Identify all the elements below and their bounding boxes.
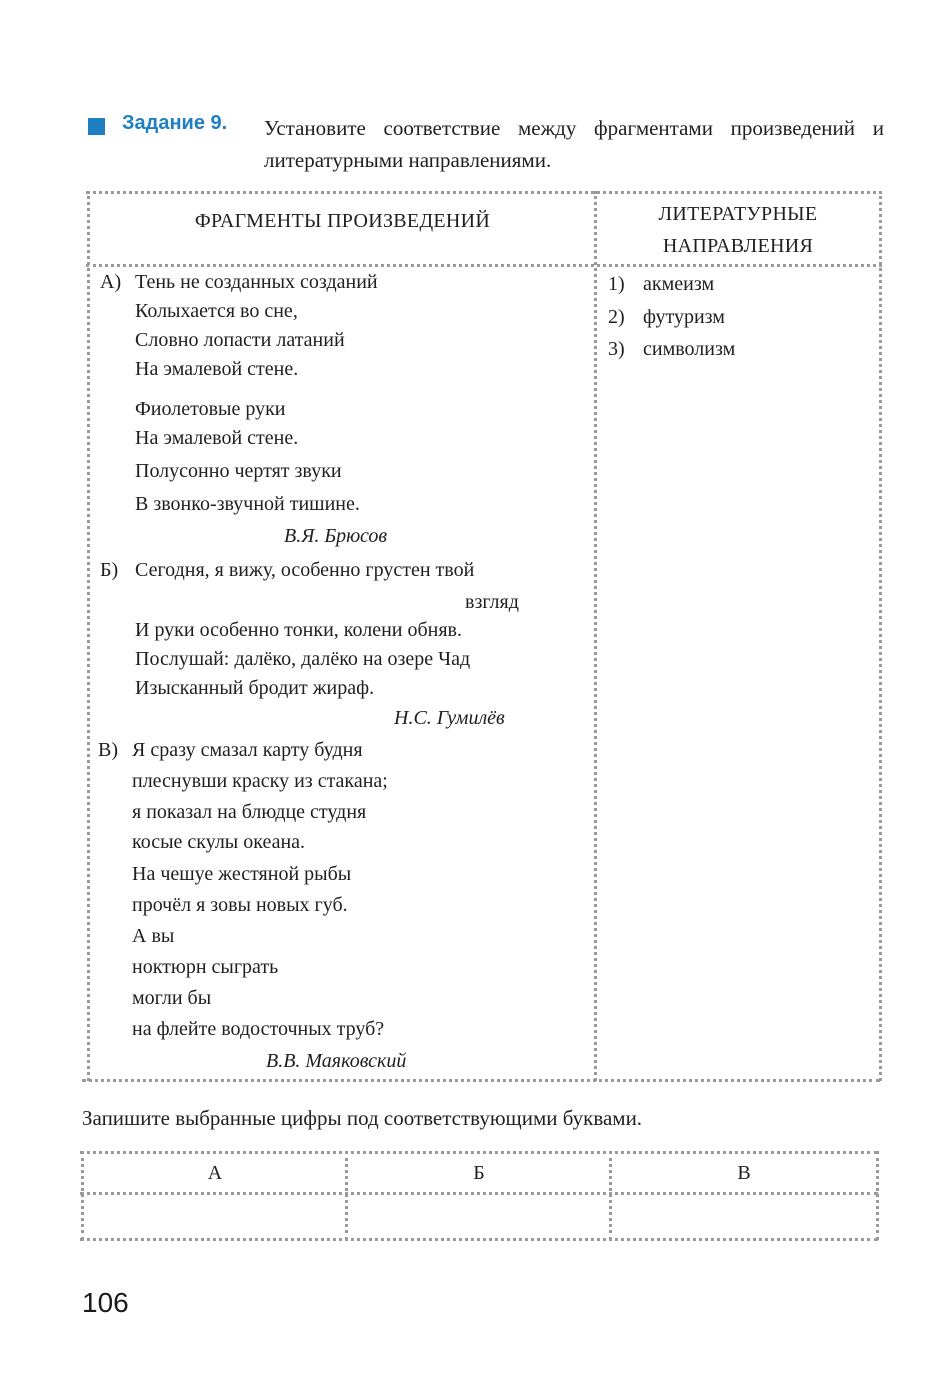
answer-cell-b[interactable] — [349, 1196, 607, 1236]
direction-number: 1) — [608, 273, 625, 295]
page-number: 106 — [82, 1287, 129, 1318]
fragment-line: На чешуе жестяной рыбы — [132, 863, 352, 885]
table-border-right — [879, 191, 882, 1081]
directions-header: ЛИТЕРАТУРНЫЕ НАПРАВЛЕНИЯ — [658, 203, 818, 257]
fragment-line: на флейте водосточных труб? — [132, 1018, 385, 1040]
answer-cell-a[interactable] — [85, 1196, 343, 1236]
fragment-line: могли бы — [132, 987, 212, 1009]
fragment-line: Тень не созданных созданий — [135, 271, 378, 293]
fragment-line: косые скулы океана. — [132, 831, 306, 853]
fragment-letter: В) — [98, 739, 118, 761]
answer-header-a: А — [207, 1162, 223, 1184]
answer-header-c: В — [737, 1162, 751, 1184]
fragment-line: А вы — [132, 925, 175, 947]
table-column-divider — [594, 191, 597, 1081]
direction-text: акмеизм — [643, 273, 715, 295]
fragment-line: В звонко-звучной тишине. — [135, 493, 360, 515]
direction-text: символизм — [643, 338, 736, 360]
fragment-line: На эмалевой стене. — [135, 358, 299, 380]
fragment-line: плеснувши краску из стакана; — [132, 770, 388, 792]
fragment-line: Изысканный бродит жираф. — [135, 677, 375, 699]
fragment-line: взгляд — [465, 591, 519, 613]
answer-header-b: Б — [473, 1162, 485, 1184]
fragment-line: Словно лопасти латаний — [135, 329, 345, 351]
fragment-letter: А) — [100, 271, 122, 293]
fragment-line: Сегодня, я вижу, особенно грустен твой — [135, 559, 475, 581]
fragment-line: И руки особенно тонки, колени обняв. — [135, 619, 462, 641]
fragment-letter: Б) — [100, 559, 119, 581]
fragment-author: Н.С. Гумилёв — [394, 707, 505, 729]
answer-border-right — [876, 1151, 879, 1240]
table-border-left — [87, 191, 90, 1081]
instruction-text: Запишите выбранные цифры под соответствующими буквами. — [82, 1106, 643, 1130]
task-label: Задание 9. — [122, 112, 228, 134]
fragment-line: я показал на блюдце студня — [132, 801, 367, 823]
table-header-divider — [86, 264, 882, 267]
direction-number: 2) — [608, 306, 625, 328]
fragment-line: Колыхается во сне, — [135, 300, 298, 322]
table-border-top — [86, 191, 882, 194]
answer-border-top — [80, 1151, 878, 1154]
table-border-bottom — [82, 1079, 880, 1082]
direction-number: 3) — [608, 338, 625, 360]
fragment-line: прочёл я зовы новых губ. — [132, 894, 348, 916]
answer-cell-c[interactable] — [613, 1196, 874, 1236]
fragment-line: Полусонно чертят звуки — [135, 460, 342, 482]
fragment-author: В.В. Маяковский — [266, 1050, 407, 1072]
fragment-author: В.Я. Брюсов — [284, 525, 388, 547]
answer-border-bottom — [80, 1238, 878, 1241]
direction-text: футуризм — [643, 306, 725, 328]
fragments-header: ФРАГМЕНТЫ ПРОИЗВЕДЕНИЙ — [194, 210, 491, 232]
fragment-line: Я сразу смазал карту будня — [132, 739, 363, 761]
fragment-line: На эмалевой стене. — [135, 427, 299, 449]
fragment-line: ноктюрн сыграть — [132, 956, 279, 978]
task-text: Установите соответствие между фрагментами произведений и литературными направлениями. — [264, 116, 884, 172]
fragment-line: Фиолетовые руки — [135, 398, 286, 420]
task-marker-icon — [88, 118, 105, 135]
fragment-line: Послушай: далёко, далёко на озере Чад — [135, 648, 471, 670]
answer-row-divider — [80, 1192, 878, 1195]
